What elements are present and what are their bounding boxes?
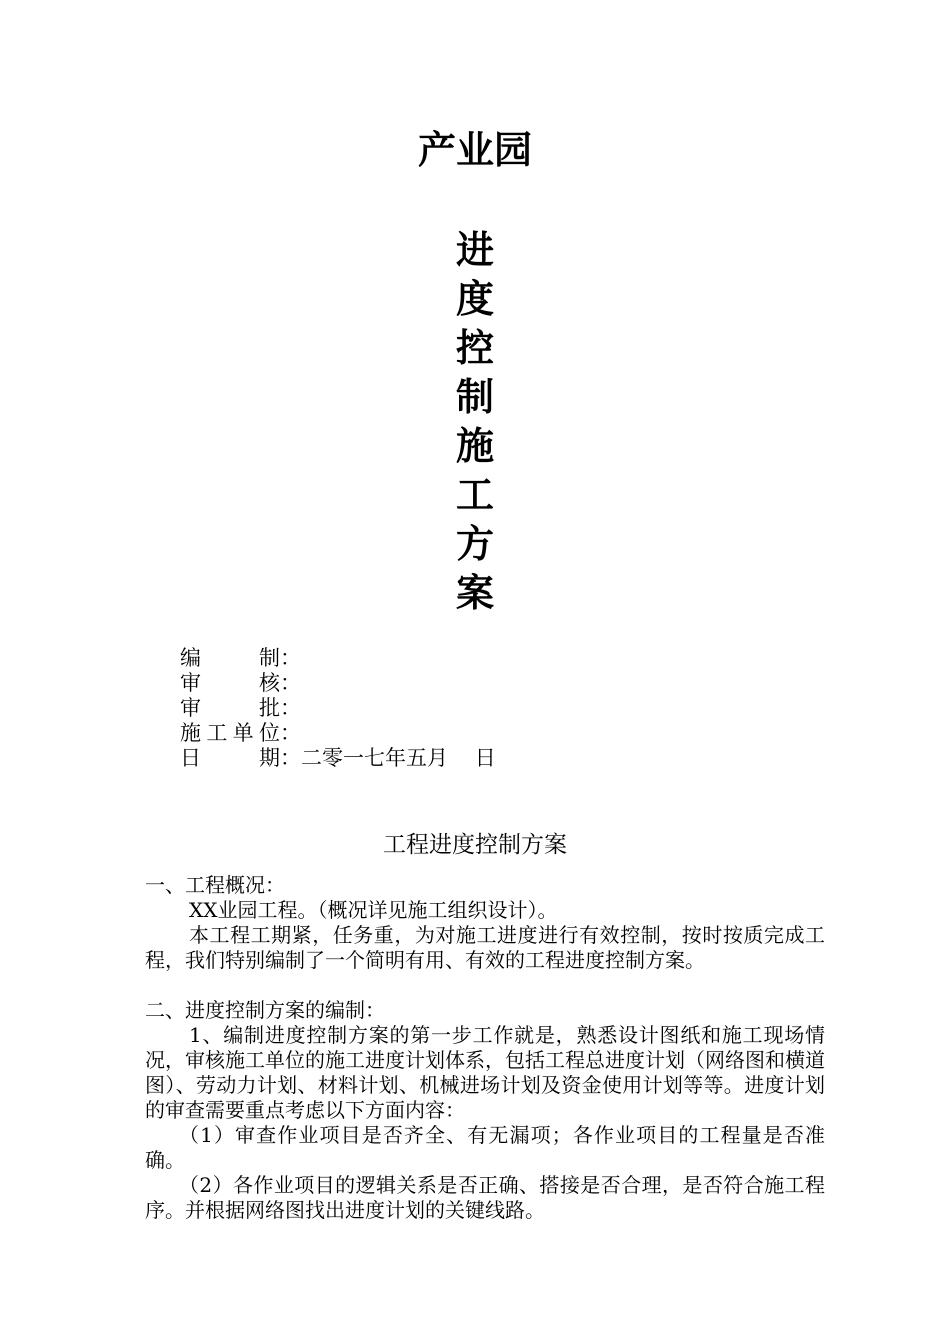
sign-label-char: 施 (180, 721, 201, 745)
sign-label-contractor (180, 721, 280, 746)
vertical-title-char: 方 (455, 521, 494, 566)
sign-label-char: 单 (232, 721, 254, 745)
sign-colon: ： (280, 746, 301, 770)
vertical-title-char: 控 (455, 325, 494, 370)
paragraph-spacer (145, 973, 825, 998)
sign-label-char: 编 (180, 646, 201, 670)
sign-label-approver (180, 696, 280, 721)
sign-label-char: 工 (206, 721, 228, 745)
paragraph: （2）各作业项目的逻辑关系是否正确、搭接是否合理，是否符合施工程序。并根据网络图找出进度计划的关键线路。 (145, 1173, 825, 1222)
document-body (145, 873, 825, 1223)
sign-label-reviewer (180, 671, 280, 696)
sign-label-char: 期 (259, 746, 280, 770)
sign-label-char: 审 (180, 696, 201, 720)
sign-row-compiler (180, 646, 496, 671)
cover-vertical-title (0, 225, 950, 617)
paragraph: 本工程工期紧，任务重，为对施工进度进行有效控制，按时按质完成工程，我们特别编制了一个简明有用、有效的工程进度控制方案。 (145, 923, 825, 972)
sign-label-compiler (180, 646, 280, 671)
sign-label-char: 核 (259, 671, 280, 695)
section-heading: 一、工程概况： (145, 873, 285, 897)
sign-row-reviewer (180, 671, 496, 696)
document-heading: 工程进度控制方案 (383, 832, 567, 858)
sign-label-char: 日 (180, 746, 201, 770)
vertical-title-char: 案 (455, 570, 494, 615)
sign-label-char: 位 (258, 721, 280, 745)
sign-colon: ： (280, 671, 301, 695)
cover-title: 产业园 (417, 127, 532, 172)
vertical-title-char: 施 (455, 423, 494, 468)
vertical-title-char: 度 (455, 276, 494, 321)
signature-block (180, 646, 496, 771)
sign-colon: ： (280, 721, 301, 745)
sign-label-char: 批 (259, 696, 280, 720)
sign-row-approver (180, 696, 496, 721)
paragraph: 1、编制进度控制方案的第一步工作就是，熟悉设计图纸和施工现场情况，审核施工单位的施工进度计划体系，包括工程总进度计划（网络图和横道图）、劳动力计划、材料计划、机械进场计划及资金使用计划等等。进度计划的审查需要重点考虑以下方面内容： (145, 1023, 825, 1122)
sign-label-char: 制 (259, 646, 280, 670)
sign-colon: ： (280, 646, 301, 670)
paragraph: XX业园工程。（概况详见施工组织设计）。 (189, 898, 558, 922)
vertical-title-char: 工 (455, 472, 494, 517)
vertical-title-char: 进 (455, 227, 494, 272)
sign-label-date (180, 746, 280, 771)
sign-row-contractor (180, 721, 496, 746)
sign-colon: ： (280, 696, 301, 720)
section-heading: 二、进度控制方案的编制： (145, 998, 385, 1022)
vertical-title-char: 制 (455, 374, 494, 419)
sign-value-date: 二零一七年五月 日 (301, 746, 496, 770)
paragraph: （1）审查作业项目是否齐全、有无漏项；各作业项目的工程量是否准确。 (145, 1123, 825, 1172)
sign-label-char: 审 (180, 671, 201, 695)
sign-row-date (180, 746, 496, 771)
